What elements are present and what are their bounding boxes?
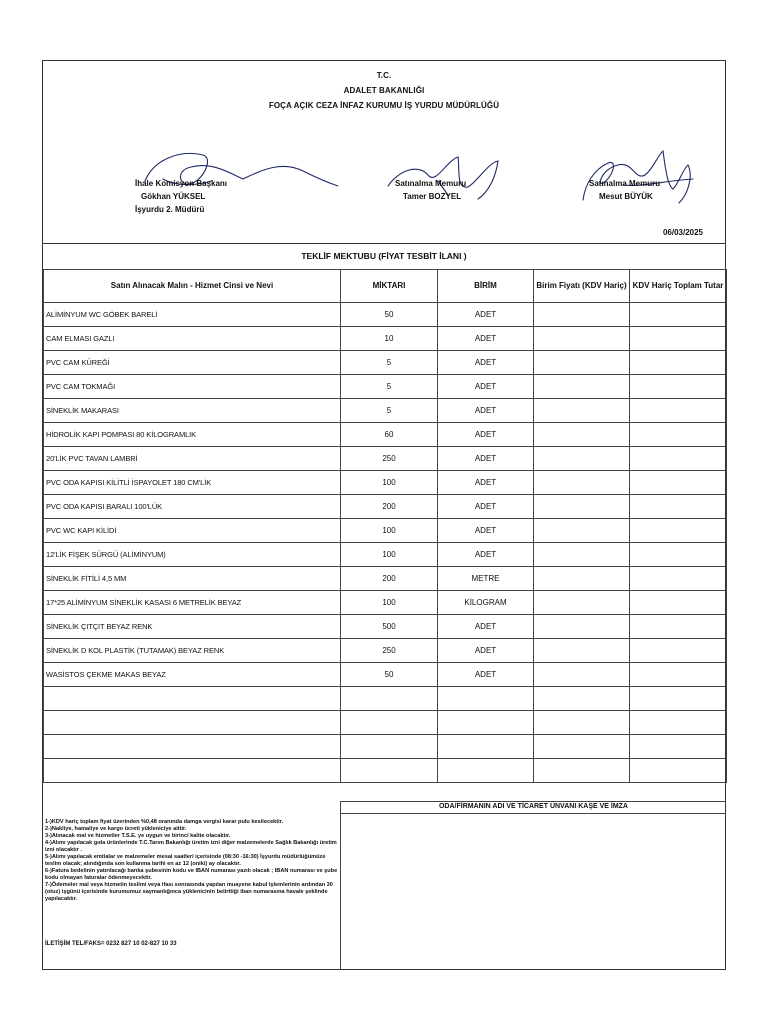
signatory-2 xyxy=(395,177,466,203)
unit-cell: ADET xyxy=(438,303,534,327)
total-cell xyxy=(630,663,727,687)
total-cell xyxy=(630,735,727,759)
item-name-cell: PVC ODA KAPISI BARALI 100'LÜK xyxy=(44,495,341,519)
quantity-cell: 60 xyxy=(341,423,438,447)
table-row xyxy=(44,423,727,447)
quantity-cell: 200 xyxy=(341,567,438,591)
unit-price-cell xyxy=(534,303,630,327)
unit-price-cell xyxy=(534,327,630,351)
form-page xyxy=(42,60,726,970)
total-cell xyxy=(630,639,727,663)
note-3: 3-)Alınacak mal ve hizmetler T.S.E. ye uygun ve birinci kalite olacaktır. xyxy=(45,833,231,839)
unit-price-cell xyxy=(534,663,630,687)
total-cell xyxy=(630,423,727,447)
table-row xyxy=(44,663,727,687)
firm-stamp-label: ODA/FİRMANIN ADI VE TİCARET ÜNVANI KAŞE VE İMZA xyxy=(438,803,628,810)
signatory-2-role: Satınalma Memuru xyxy=(395,179,467,188)
unit-price-cell xyxy=(534,471,630,495)
unit-cell: ADET xyxy=(438,423,534,447)
quantity-cell: 250 xyxy=(341,639,438,663)
item-name-cell: SİNEKLİK D KOL PLASTİK (TUTAMAK) BEYAZ RENK xyxy=(44,639,341,663)
unit-cell: ADET xyxy=(438,399,534,423)
item-name-cell: PVC CAM KÜREĞİ xyxy=(44,351,341,375)
quantity-cell xyxy=(341,687,438,711)
item-name-cell: HİDROLİK KAPI POMPASI 80 KİLOGRAMLIK xyxy=(44,423,341,447)
unit-cell xyxy=(438,759,534,783)
header-ministry: ADALET BAKANLIĞI xyxy=(343,86,425,95)
quantity-cell: 500 xyxy=(341,615,438,639)
header-institution: FOÇA AÇIK CEZA İNFAZ KURUMU İŞ YURDU MÜDÜRLÜĞÜ xyxy=(268,101,500,110)
note-1: 1-)KDV hariç toplam fiyat üzerinden %0,48 oranında damga vergisi karar pulu kesilecektir. xyxy=(45,819,284,825)
total-cell xyxy=(630,615,727,639)
item-name-cell: 20'LİK PVC TAVAN LAMBRİ xyxy=(44,447,341,471)
unit-cell: ADET xyxy=(438,543,534,567)
col-header-total: KDV Hariç Toplam Tutar xyxy=(630,270,727,303)
total-cell xyxy=(630,351,727,375)
item-name-cell: 17*25 ALİMİNYUM SİNEKLİK KASASI 6 METRELİK BEYAZ xyxy=(44,591,341,615)
total-cell xyxy=(630,447,727,471)
total-cell xyxy=(630,303,727,327)
total-cell xyxy=(630,687,727,711)
total-cell xyxy=(630,543,727,567)
table-header-row xyxy=(44,270,727,303)
table-row xyxy=(44,471,727,495)
unit-price-cell xyxy=(534,495,630,519)
header-divider xyxy=(43,243,725,244)
header-tc: T.C. xyxy=(376,71,392,80)
total-cell xyxy=(630,399,727,423)
col-header-unit: BİRİM xyxy=(438,270,534,303)
table-row xyxy=(44,447,727,471)
total-cell xyxy=(630,567,727,591)
unit-cell: ADET xyxy=(438,495,534,519)
note-2: 2-)Nakliye, hamaliye ve kargo ücreti yükleniciye aittir. xyxy=(45,826,187,832)
quantity-cell xyxy=(341,759,438,783)
unit-cell: ADET xyxy=(438,375,534,399)
signatory-3 xyxy=(589,177,660,203)
item-name-cell: ALİMİNYUM WC GÖBEK BARELİ xyxy=(44,303,341,327)
items-table xyxy=(43,269,727,783)
quantity-cell: 5 xyxy=(341,351,438,375)
unit-price-cell xyxy=(534,447,630,471)
table-row xyxy=(44,351,727,375)
signatory-1 xyxy=(135,177,227,216)
total-cell xyxy=(630,519,727,543)
item-name-cell: CAM ELMASI GAZLI xyxy=(44,327,341,351)
quantity-cell: 250 xyxy=(341,447,438,471)
signatory-1-name: Gökhan YÜKSEL xyxy=(141,192,206,201)
table-row xyxy=(44,519,727,543)
unit-price-cell xyxy=(534,735,630,759)
item-name-cell: 12'LİK FİŞEK SÜRGÜ (ALİMİNYUM) xyxy=(44,543,341,567)
unit-cell: KİLOGRAM xyxy=(438,591,534,615)
signatory-1-role: İhale Komisyon Başkanı xyxy=(135,179,228,188)
firm-label-divider xyxy=(341,813,726,814)
total-cell xyxy=(630,471,727,495)
item-name-cell: SİNEKLİK MAKARASI xyxy=(44,399,341,423)
quantity-cell: 200 xyxy=(341,495,438,519)
table-row xyxy=(44,303,727,327)
unit-price-cell xyxy=(534,375,630,399)
unit-cell: ADET xyxy=(438,447,534,471)
table-row xyxy=(44,399,727,423)
quantity-cell: 100 xyxy=(341,591,438,615)
unit-cell: ADET xyxy=(438,327,534,351)
unit-cell: ADET xyxy=(438,663,534,687)
quantity-cell: 5 xyxy=(341,399,438,423)
table-row xyxy=(44,639,727,663)
total-cell xyxy=(630,591,727,615)
total-cell xyxy=(630,495,727,519)
unit-cell: ADET xyxy=(438,351,534,375)
table-row xyxy=(44,759,727,783)
total-cell xyxy=(630,711,727,735)
quantity-cell: 5 xyxy=(341,375,438,399)
unit-price-cell xyxy=(534,399,630,423)
col-header-unit-price: Birim Fiyatı (KDV Hariç) xyxy=(534,270,630,303)
table-row xyxy=(44,567,727,591)
quantity-cell: 100 xyxy=(341,543,438,567)
col-header-quantity: MİKTARI xyxy=(341,270,438,303)
item-name-cell: SİNEKLİK ÇITÇIT BEYAZ RENK xyxy=(44,615,341,639)
contact-info: İLETİŞİM TEL/FAKS= 0232 827 10 02-827 10 33 xyxy=(45,941,177,947)
col-header-item: Satın Alınacak Malın - Hizmet Cinsi ve Nevi xyxy=(44,270,341,303)
quantity-cell: 50 xyxy=(341,663,438,687)
document-date: 06/03/2025 xyxy=(662,228,703,237)
table-row xyxy=(44,615,727,639)
form-title: TEKLİF MEKTUBU (FİYAT TESBİT İLANI ) xyxy=(301,251,467,261)
unit-cell: ADET xyxy=(438,639,534,663)
item-name-cell: SİNEKLİK FİTİLİ 4,5 MM xyxy=(44,567,341,591)
table-row xyxy=(44,591,727,615)
item-name-cell xyxy=(44,687,341,711)
unit-price-cell xyxy=(534,423,630,447)
unit-cell xyxy=(438,711,534,735)
unit-price-cell xyxy=(534,711,630,735)
total-cell xyxy=(630,759,727,783)
signatory-3-role: Satınalma Memuru xyxy=(589,179,661,188)
notes-section xyxy=(43,819,340,903)
unit-price-cell xyxy=(534,519,630,543)
note-4: 4-)Alımı yapılacak gıda ürünlerinde T.C.Tarım Bakanlığı üretim izni diğer malzemelerde Sağlık Bakanlığı üretim izni olacaktır . xyxy=(45,840,337,853)
unit-cell xyxy=(438,735,534,759)
unit-cell: ADET xyxy=(438,471,534,495)
item-name-cell: PVC WC KAPI KİLİDİ xyxy=(44,519,341,543)
unit-cell: ADET xyxy=(438,519,534,543)
item-name-cell xyxy=(44,711,341,735)
unit-price-cell xyxy=(534,543,630,567)
table-row xyxy=(44,687,727,711)
item-name-cell: WASİSTOS ÇEKME MAKAS BEYAZ xyxy=(44,663,341,687)
table-row xyxy=(44,327,727,351)
signatory-1-title: İşyurdu 2. Müdürü xyxy=(135,205,205,214)
quantity-cell: 50 xyxy=(341,303,438,327)
unit-cell: METRE xyxy=(438,567,534,591)
total-cell xyxy=(630,375,727,399)
item-name-cell: PVC CAM TOKMAĞI xyxy=(44,375,341,399)
unit-cell xyxy=(438,687,534,711)
unit-price-cell xyxy=(534,759,630,783)
unit-price-cell xyxy=(534,351,630,375)
signatory-2-name: Tamer BOZYEL xyxy=(403,192,462,201)
table-row xyxy=(44,495,727,519)
table-row xyxy=(44,711,727,735)
quantity-cell xyxy=(341,735,438,759)
unit-price-cell xyxy=(534,687,630,711)
table-row xyxy=(44,543,727,567)
quantity-cell: 100 xyxy=(341,519,438,543)
unit-price-cell xyxy=(534,639,630,663)
unit-cell: ADET xyxy=(438,615,534,639)
unit-price-cell xyxy=(534,567,630,591)
table-row xyxy=(44,375,727,399)
total-cell xyxy=(630,327,727,351)
note-5: 5-)Alımı yapılacak emtialar ve malzemeler mesai saatleri içerisinde (08:30 -16:30) İşyurdu müdürlüğümüze teslim olacak; alındığında son kullanma tarihi en az 12 (oniki) ay olacaktır. xyxy=(45,854,326,867)
quantity-cell: 10 xyxy=(341,327,438,351)
note-6: 6-)Fatura bedelinin yatırılacağı banka şubesinin kodu ve IBAN numarası yazılı olacak ; IBAN numarası ve şube kodu olmayan faturalar ödenmeyecektir. xyxy=(45,868,338,881)
unit-price-cell xyxy=(534,591,630,615)
note-7: 7-)Ödemeler mal veya hizmetin teslimi veya ifası sonrasında yapılan muayene kabul işlemlerinin ardından 30 (otuz) işgünü içerisinde kurumumuz saymanlığınca yüklenicinin belirttiği iban numarasına havale şeklinde yapılacaktır. xyxy=(45,882,333,902)
item-name-cell: PVC ODA KAPISI KİLİTLİ İSPAYOLET 180 CM'LİK xyxy=(44,471,341,495)
firm-stamp-area xyxy=(340,801,726,970)
item-name-cell xyxy=(44,759,341,783)
quantity-cell: 100 xyxy=(341,471,438,495)
table-row xyxy=(44,735,727,759)
quantity-cell xyxy=(341,711,438,735)
signatory-3-name: Mesut BÜYÜK xyxy=(599,192,653,201)
unit-price-cell xyxy=(534,615,630,639)
item-name-cell xyxy=(44,735,341,759)
